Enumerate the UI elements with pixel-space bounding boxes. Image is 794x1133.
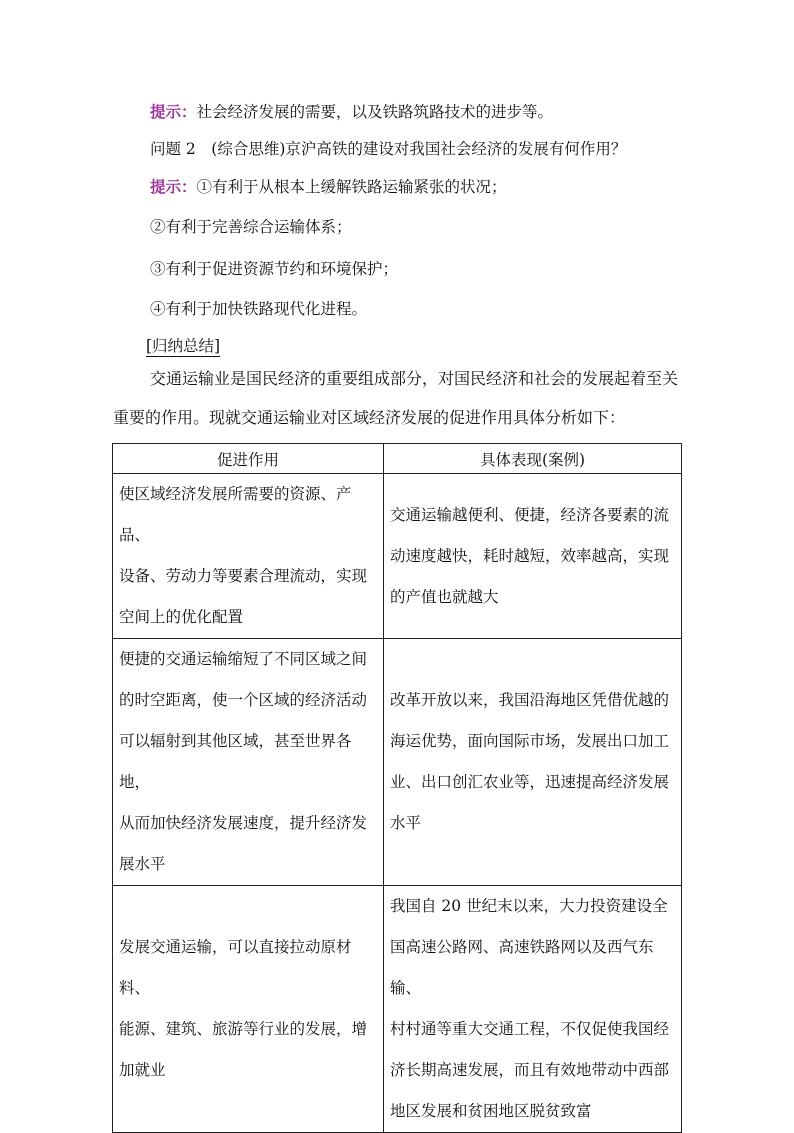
summary-paragraph-line: 交通运输业是国民经济的重要组成部分，对国民经济和社会的发展起着至关	[150, 369, 679, 388]
table-cell-effect: 发展交通运输，可以直接拉动原材料、 能源、建筑、旅游等行业的发展，增 加就业	[113, 886, 384, 1133]
table-header-row	[113, 444, 682, 474]
hint-item: ③有利于促进资源节约和环境保护；	[150, 260, 399, 278]
hint-1	[150, 100, 553, 122]
table-cell-effect: 使区域经济发展所需要的资源、产品、 设备、劳动力等要素合理流动，实现 空间上的优化配置	[113, 474, 384, 639]
summary-paragraph-line: 重要的作用。现就交通运输业对区域经济发展的促进作用具体分析如下：	[113, 408, 626, 427]
promotion-effects-table	[112, 443, 682, 1133]
hint-item: ①有利于从根本上缓解铁路运输紧张的状况；	[196, 178, 507, 196]
table-cell-example: 改革开放以来，我国沿海地区凭借优越的 海运优势，面向国际市场，发展出口加工 业、出口创汇农业等，迅速提高经济发展 水平	[384, 639, 682, 886]
summary-heading: [归纳总结]	[146, 337, 221, 355]
table-row	[113, 639, 682, 886]
hint-item: ④有利于加快铁路现代化进程。	[150, 300, 368, 318]
hint-label: 提示：	[150, 177, 197, 196]
table-row	[113, 886, 682, 1133]
hint-label: 提示：	[150, 102, 197, 121]
column-header: 促进作用	[113, 444, 384, 474]
table-row	[113, 474, 682, 639]
hint-2	[150, 175, 507, 197]
table-cell-effect: 便捷的交通运输缩短了不同区域之间 的时空距离，使一个区域的经济活动 可以辐射到其他区域，甚至世界各地， 从而加快经济发展速度，提升经济发 展水平	[113, 639, 384, 886]
question-2: 问题 2 (综合思维)京沪高铁的建设对我国社会经济的发展有何作用？	[150, 140, 627, 158]
hint-item: ②有利于完善综合运输体系；	[150, 218, 352, 236]
table-cell-example: 我国自 20 世纪末以来，大力投资建设全 国高速公路网、高速铁路网以及西气东输、 村村通等重大交通工程，不仅促使我国经 济长期高速发展，而且有效地带动中西部 地区发展和贫困地区脱贫致富	[384, 886, 682, 1133]
hint-text: 社会经济发展的需要，以及铁路筑路技术的进步等。	[196, 103, 554, 121]
table-cell-example: 交通运输越便利、便捷，经济各要素的流 动速度越快，耗时越短，效率越高，实现 的产值也就越大	[384, 474, 682, 639]
column-header: 具体表现(案例)	[384, 444, 682, 474]
